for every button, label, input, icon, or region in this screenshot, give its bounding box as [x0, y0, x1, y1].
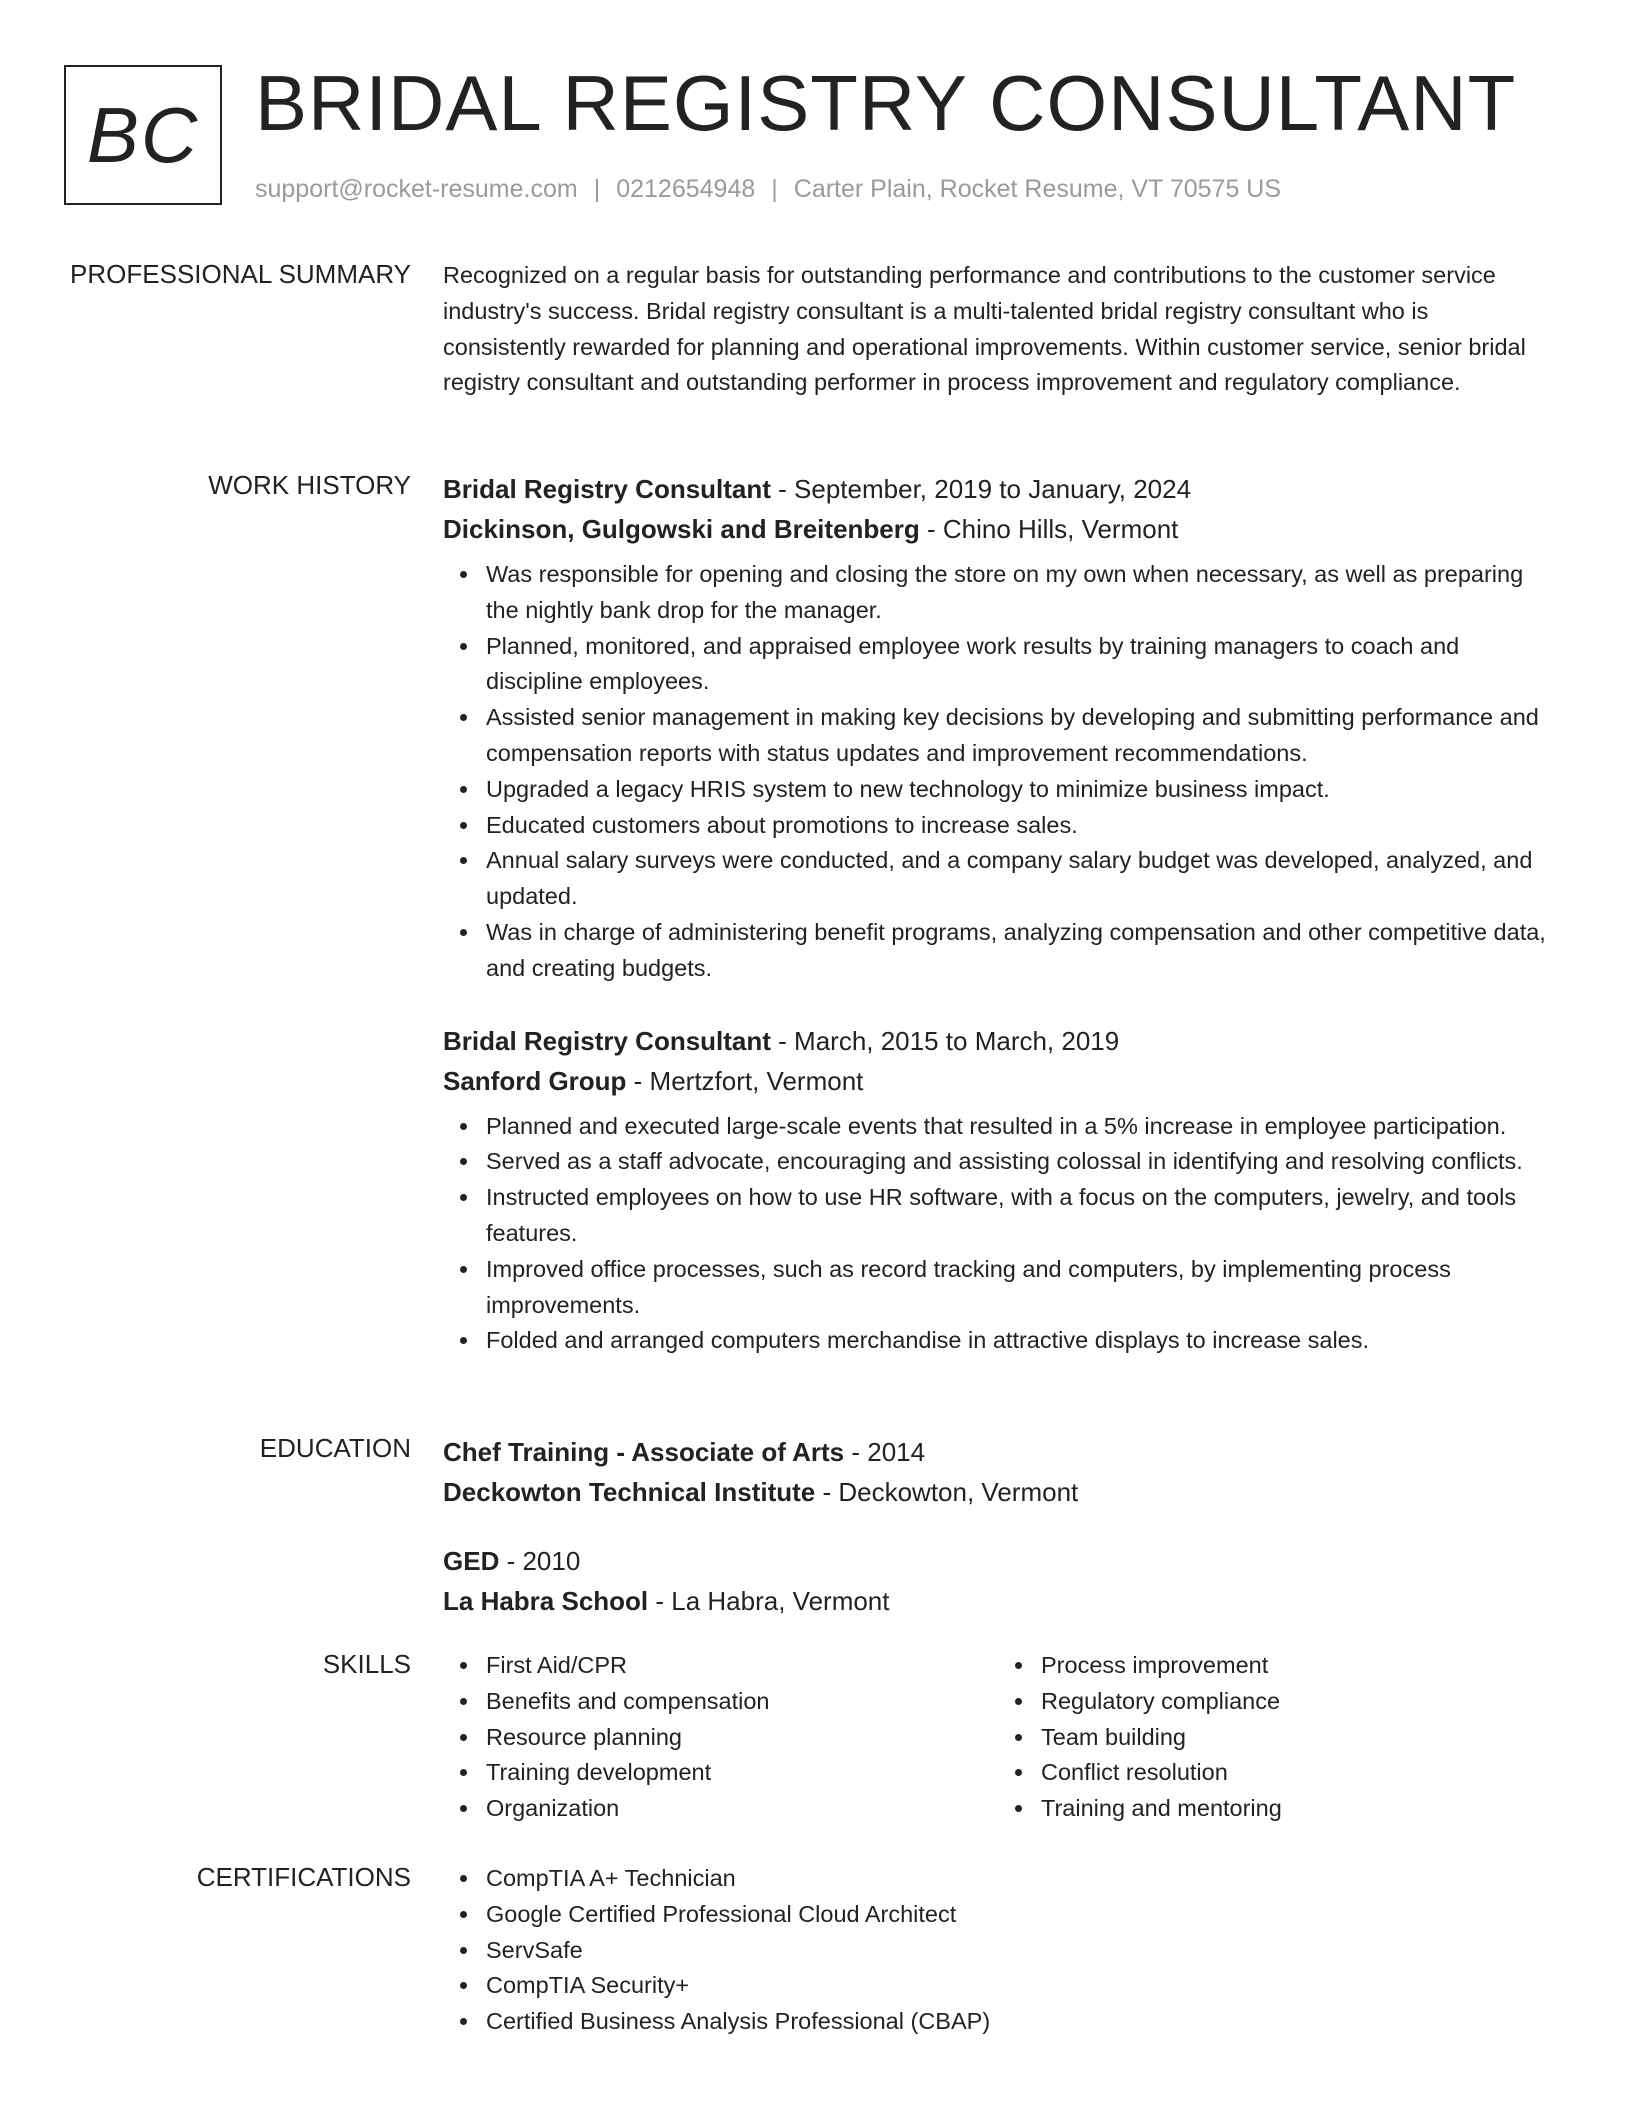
skill-item: Training development	[486, 1755, 998, 1791]
job-company: Dickinson, Gulgowski and Breitenberg	[443, 514, 920, 544]
section-label: CERTIFICATIONS	[196, 1862, 411, 1892]
job-location: - Chino Hills, Vermont	[919, 514, 1179, 544]
skills-columns	[443, 1648, 1553, 1827]
job-bullet: Was responsible for opening and closing the store on my own when necessary, as well as preparing the nightly bank drop for the manager.	[486, 557, 1553, 629]
contact-separator: |	[593, 175, 601, 203]
job-bullets	[443, 1109, 1553, 1360]
job-bullet: Was in charge of administering benefit programs, analyzing compensation and other competitive data, and creating budgets.	[486, 915, 1553, 987]
skill-item: Resource planning	[486, 1720, 998, 1756]
job-bullet: Instructed employees on how to use HR software, with a focus on the computers, jewelry, and tools features.	[486, 1180, 1553, 1252]
job-company-line	[443, 1061, 1553, 1101]
skill-item: Regulatory compliance	[1041, 1684, 1553, 1720]
school: La Habra School	[443, 1586, 649, 1616]
school-line	[443, 1472, 1553, 1512]
job-bullet: Annual salary surveys were conducted, and a company salary budget was developed, analyzed, and updated.	[486, 843, 1553, 915]
school: Deckowton Technical Institute	[443, 1477, 816, 1507]
skill-item: Benefits and compensation	[486, 1684, 998, 1720]
degree-year: - 2010	[499, 1546, 581, 1576]
job-bullet: Educated customers about promotions to increase sales.	[486, 808, 1553, 844]
job-bullet: Improved office processes, such as record tracking and computers, by implementing process improvements.	[486, 1252, 1553, 1324]
section-label: WORK HISTORY	[208, 470, 411, 500]
job-bullet: Planned, monitored, and appraised employee work results by training managers to coach and discipline employees.	[486, 629, 1553, 701]
certifications-content	[443, 1861, 1553, 2040]
skill-item: Team building	[1041, 1720, 1553, 1756]
job-company-line	[443, 509, 1553, 549]
job-bullet: Folded and arranged computers merchandise in attractive displays to increase sales.	[486, 1323, 1553, 1359]
certification-item: CompTIA A+ Technician	[486, 1861, 1553, 1897]
skill-item: Process improvement	[1041, 1648, 1553, 1684]
school-location: - La Habra, Vermont	[648, 1586, 890, 1616]
candidate-name: BRIDAL REGISTRY CONSULTANT	[255, 59, 1517, 147]
job-company: Sanford Group	[443, 1065, 627, 1096]
job-title-line	[443, 1021, 1553, 1061]
job-bullet: Upgraded a legacy HRIS system to new technology to minimize business impact.	[486, 772, 1553, 808]
section-label: SKILLS	[322, 1649, 411, 1679]
skill-item: Conflict resolution	[1041, 1755, 1553, 1791]
degree-line	[443, 1432, 1553, 1472]
certification-item: Certified Business Analysis Professional (CBAP)	[486, 2004, 1553, 2040]
certification-item: CompTIA Security+	[486, 1968, 1553, 2004]
skills-content	[443, 1648, 1553, 1827]
section-label: EDUCATION	[259, 1433, 411, 1463]
school-location: - Deckowton, Vermont	[815, 1477, 1079, 1507]
skill-item: First Aid/CPR	[486, 1648, 998, 1684]
work-history-content	[443, 469, 1553, 1359]
certification-item: ServSafe	[486, 1933, 1553, 1969]
job-title: Bridal Registry Consultant	[443, 1025, 771, 1056]
degree: Chef Training - Associate of Arts	[443, 1437, 845, 1467]
degree-line	[443, 1541, 1553, 1581]
school-line	[443, 1581, 1553, 1621]
job-bullets	[443, 557, 1553, 987]
job-bullet: Assisted senior management in making key decisions by developing and submitting performance and compensation reports with status updates and improvement recommendations.	[486, 700, 1553, 772]
contact-line	[255, 174, 1281, 204]
job-bullet: Served as a staff advocate, encouraging and assisting colossal in identifying and resolving conflicts.	[486, 1144, 1553, 1180]
education-entry	[443, 1432, 1553, 1512]
job-location: - Mertzfort, Vermont	[626, 1065, 864, 1096]
job-dates: - September, 2019 to January, 2024	[770, 474, 1192, 504]
skill-item: Organization	[486, 1791, 998, 1827]
monogram-logo: BC	[64, 65, 222, 205]
contact-email: support@rocket-resume.com	[255, 175, 578, 203]
job-entry	[443, 469, 1553, 987]
education-content	[443, 1432, 1553, 1621]
skills-list-right	[998, 1648, 1553, 1827]
job-title: Bridal Registry Consultant	[443, 474, 771, 504]
degree-year: - 2014	[844, 1437, 926, 1467]
summary-content	[443, 258, 1553, 401]
job-title-line	[443, 469, 1553, 509]
summary-text: Recognized on a regular basis for outstanding performance and contributions to the customer service industry's success. Bridal registry consultant is a multi-talented bridal registry consultant who is consistently rewarded for planning and operational improvements. Within customer service, senior bridal registry consultant and outstanding performer in process improvement and regulatory compliance.	[443, 262, 1526, 396]
certification-item: Google Certified Professional Cloud Architect	[486, 1897, 1553, 1933]
job-bullet: Planned and executed large-scale events that resulted in a 5% increase in employee participation.	[486, 1109, 1553, 1145]
job-dates: - March, 2015 to March, 2019	[770, 1025, 1120, 1056]
job-entry	[443, 1021, 1553, 1360]
contact-phone: 0212654948	[616, 175, 756, 203]
degree: GED	[443, 1546, 500, 1576]
skill-item: Training and mentoring	[1041, 1791, 1553, 1827]
contact-separator: |	[771, 175, 778, 203]
education-entry	[443, 1541, 1553, 1621]
section-label: PROFESSIONAL SUMMARY	[70, 259, 411, 289]
skills-list-left	[443, 1648, 998, 1827]
contact-address: Carter Plain, Rocket Resume, VT 70575 US	[793, 175, 1282, 203]
certifications-list	[443, 1861, 1553, 2040]
